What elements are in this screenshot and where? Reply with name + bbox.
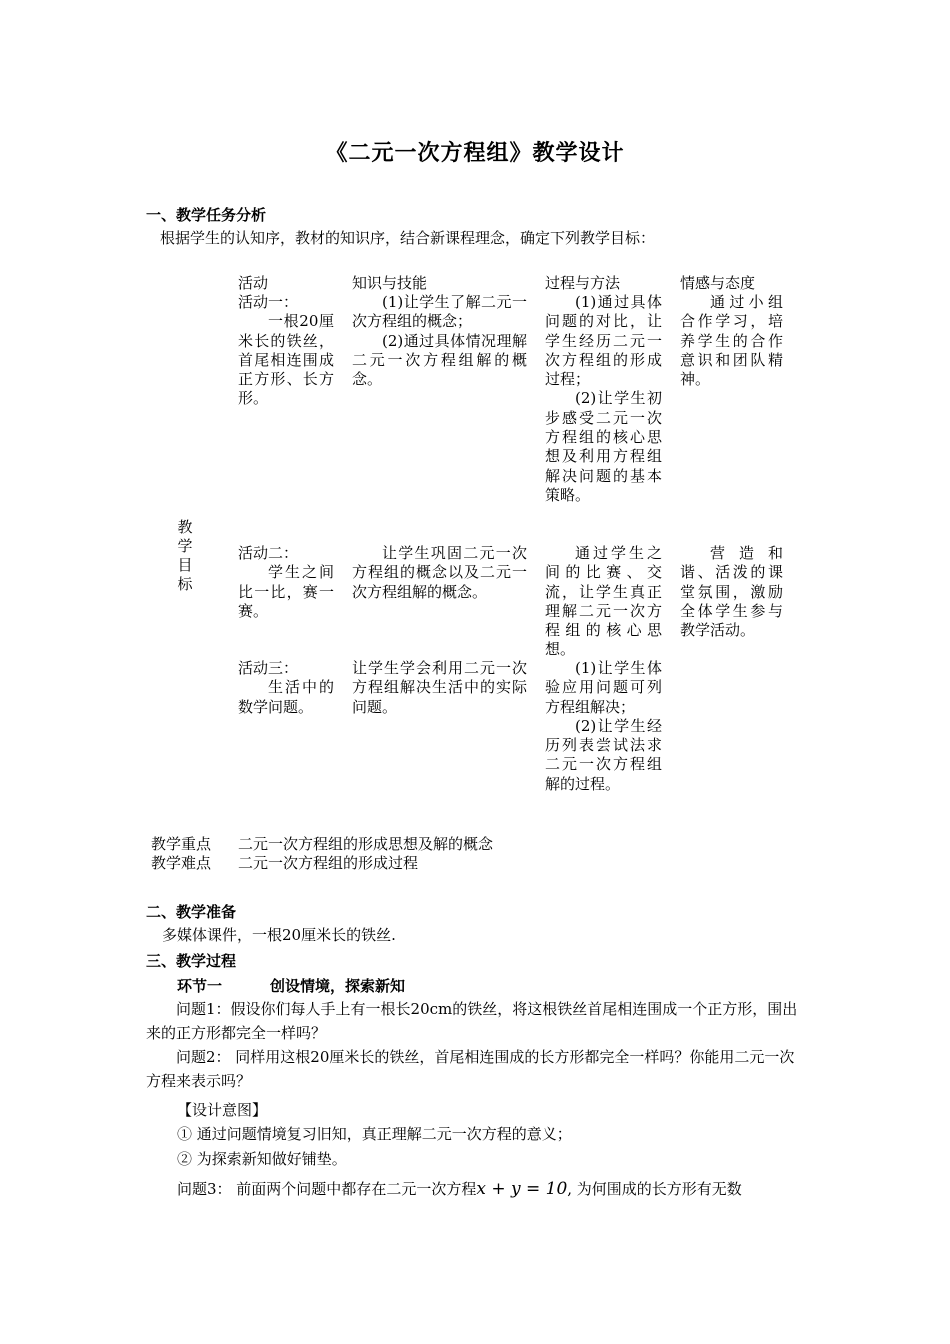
design-intent-2: ② 为探索新知做好铺垫。 bbox=[177, 1150, 347, 1168]
row1-activity-desc: 一根20厘米长的铁丝，首尾相连围成正方形、长方形。 bbox=[238, 312, 334, 408]
row2-activity-title: 活动二： bbox=[238, 544, 299, 562]
row2-attitude bbox=[680, 544, 783, 640]
section2-text: 多媒体课件，一根20厘米长的铁丝. bbox=[162, 926, 396, 944]
row3-activity-title: 活动三： bbox=[238, 659, 299, 677]
row3-activity-desc: 生活中的数学问题。 bbox=[238, 678, 334, 716]
row1-process bbox=[545, 293, 662, 505]
header-knowledge: 知识与技能 bbox=[352, 274, 428, 292]
row3-process bbox=[545, 659, 662, 794]
goals-row-label-text: 教学目标 bbox=[177, 518, 193, 593]
key-point-label: 教学重点 bbox=[151, 835, 212, 853]
row1-knowledge-2: (2)通过具体情况理解二元一次方程组解的概念。 bbox=[352, 331, 527, 389]
row1-knowledge bbox=[352, 293, 527, 389]
row3-process-2: (2)让学生经历列表尝试法求二元一次方程组解的过程。 bbox=[545, 716, 662, 793]
row2-knowledge bbox=[352, 544, 527, 602]
key-point-text: 二元一次方程组的形成思想及解的概念 bbox=[238, 835, 494, 853]
section2-heading: 二、教学准备 bbox=[146, 903, 237, 921]
row3-knowledge-1: 让学生学会利用二元一次方程组解决生活中的实际问题。 bbox=[352, 659, 527, 716]
question-3-after: , 为何围成的长方形有无数 bbox=[567, 1180, 742, 1198]
row1-knowledge-1: (1)让学生了解二元一次方程组的概念； bbox=[352, 293, 527, 331]
row3-activity bbox=[238, 659, 334, 717]
row1-activity bbox=[238, 293, 334, 409]
section3-heading: 三、教学过程 bbox=[146, 952, 237, 970]
section1-heading: 一、教学任务分析 bbox=[146, 206, 267, 224]
row1-attitude-text: 通过小组合作学习，培养学生的合作意识和团队精神。 bbox=[680, 293, 783, 389]
design-intent-label: 【设计意图】 bbox=[177, 1101, 268, 1119]
difficulty-label: 教学难点 bbox=[151, 854, 212, 872]
stage-label: 环节一 bbox=[177, 977, 223, 995]
row2-process-1: 通过学生之间的比赛、交流，让学生真正理解二元一次方程组的核心思想。 bbox=[545, 544, 662, 659]
stage-title: 创设情境，探索新知 bbox=[270, 977, 406, 995]
row2-activity-desc: 学生之间比一比，赛一赛。 bbox=[238, 563, 334, 620]
row3-knowledge bbox=[352, 659, 527, 717]
row1-process-2: (2)让学生初步感受二元一次方程组的核心思想及利用方程组解决问题的基本策略。 bbox=[545, 389, 662, 504]
equation-x-plus-y: x + y = 10 bbox=[476, 1179, 568, 1199]
header-attitude: 情感与态度 bbox=[680, 274, 756, 292]
header-activity: 活动 bbox=[238, 274, 269, 292]
page-title: 《二元一次方程组》教学设计 bbox=[325, 141, 625, 166]
header-process: 过程与方法 bbox=[545, 274, 621, 292]
row1-activity-title: 活动一： bbox=[238, 293, 299, 311]
question-3 bbox=[177, 1180, 742, 1199]
question-2: 问题2： 同样用这根20厘米长的铁丝，首尾相连围成的长方形都完全一样吗？你能用二元一次方程来表示吗？ bbox=[146, 1048, 795, 1090]
goals-row-label bbox=[176, 518, 194, 594]
row1-process-1: (1)通过具体问题的对比，让学生经历二元一次方程组的形成过程； bbox=[545, 293, 662, 389]
difficulty-text: 二元一次方程组的形成过程 bbox=[238, 854, 419, 872]
row3-process-1: (1)让学生体验应用问题可列方程组解决； bbox=[545, 659, 662, 716]
section1-intro: 根据学生的认知序，教材的知识序，结合新课程理念，确定下列教学目标： bbox=[160, 229, 656, 247]
row2-knowledge-1: 让学生巩固二元一次方程组的概念以及二元一次方程组解的概念。 bbox=[352, 544, 527, 601]
question-1: 问题1：假设你们每人手上有一根长20cm的铁丝，将这根铁丝首尾相连围成一个正方形，围出来的正方形都完全一样吗？ bbox=[146, 1000, 798, 1042]
question-3-before: 问题3： 前面两个问题中都存在二元一次方程 bbox=[177, 1180, 477, 1198]
design-intent-1: ① 通过问题情境复习旧知，真正理解二元一次方程的意义； bbox=[177, 1125, 572, 1143]
row2-process bbox=[545, 544, 662, 660]
row1-attitude bbox=[680, 293, 783, 389]
row2-activity bbox=[238, 544, 334, 621]
row2-attitude-text: 营造和谐、活泼的课堂氛围，激励全体学生参与教学活动。 bbox=[680, 544, 783, 640]
